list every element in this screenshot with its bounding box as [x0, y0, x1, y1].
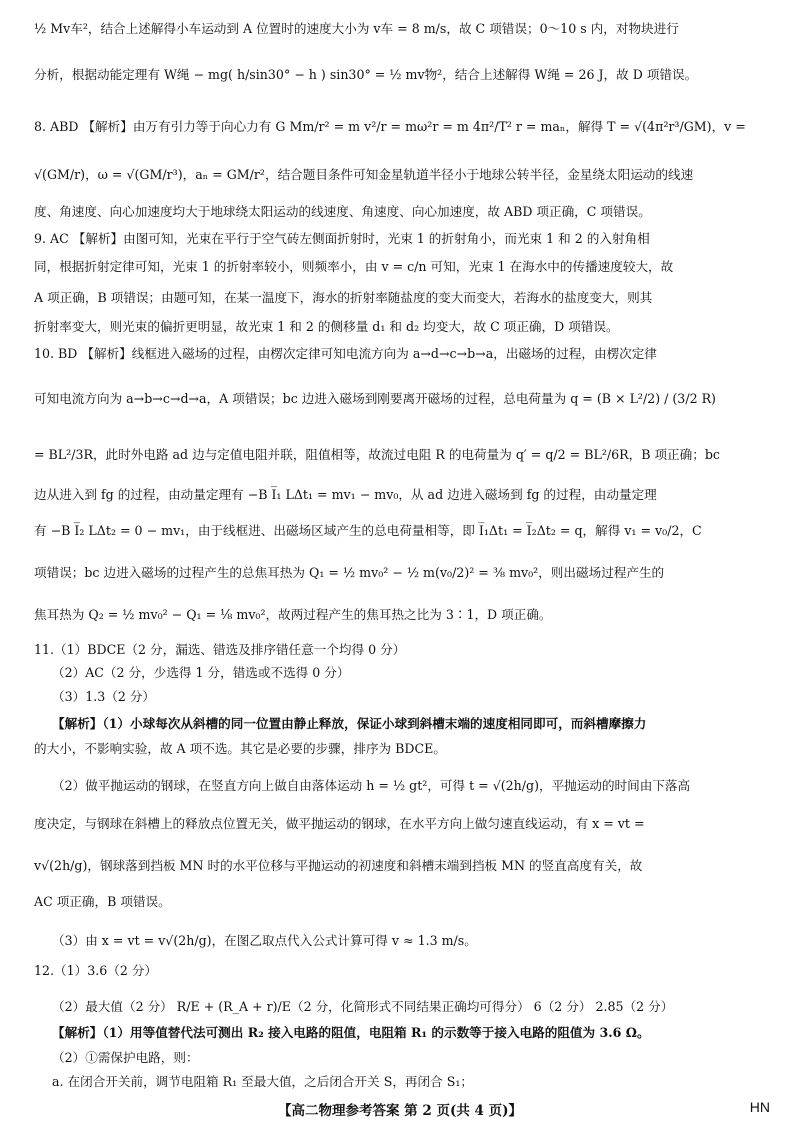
page-footer: 【高二物理参考答案 第 2 页(共 4 页)】	[277, 1103, 523, 1119]
text-line: ½ Mv车²，结合上述解得小车运动到 A 位置时的速度大小为 v车 = 8 m/s，故 C 项错误；0～10 s 内，对物块进行	[34, 21, 679, 36]
text-line: 8. ABD 【解析】由万有引力等于向心力有 G Mm/r² = m v²/r = mω²r = m 4π²/T² r = maₙ，解得 T = √(4π²r³/GM)，v =	[34, 119, 746, 134]
text-line: = BL²/3R，此时外电路 ad 边与定值电阻并联，阻值相等，故流过电阻 R 的电荷量为 q′ = q/2 = BL²/6R，B 项正确；bc	[34, 447, 720, 462]
text-line: 9. AC 【解析】由图可知，光束在平行于空气砖左侧面折射时，光束 1 的折射角小，而光束 1 和 2 的入射角相	[34, 231, 650, 246]
text-line: 折射率变大，则光束的偏折更明显，故光束 1 和 2 的侧移量 d₁ 和 d₂ 均变大，故 C 项正确，D 项错误。	[34, 319, 619, 334]
text-line: （2）①需保护电路，则：	[52, 1050, 199, 1065]
text-line: （3）1.3（2 分）	[52, 689, 156, 704]
corner-code: HN	[749, 1099, 770, 1115]
text-line: 度、角速度、向心加速度均大于地球绕太阳运动的线速度、角速度、向心加速度，故 ABD 项正确，C 项错误。	[34, 204, 651, 219]
text-line: 【解析】（1）小球每次从斜槽的同一位置由静止释放，保证小球到斜槽末端的速度相同即可，而斜槽摩擦力	[52, 716, 647, 731]
text-line: 同，根据折射定律可知，光束 1 的折射率较小，则频率小，由 v = c/n 可知，光束 1 在海水中的传播速度较大，故	[34, 259, 674, 274]
text-line: （2）做平抛运动的钢球，在竖直方向上做自由落体运动 h = ½ gt²，可得 t = √(2h/g)，平抛运动的时间由下落高	[52, 778, 691, 793]
text-line: 分析，根据动能定理有 W绳 − mg( h/sin30° − h ) sin30° = ½ mv物²，结合上述解得 W绳 = 26 J，故 D 项错误。	[34, 67, 698, 82]
text-line: a. 在闭合开关前，调节电阻箱 R₁ 至最大值，之后闭合开关 S，再闭合 S₁；	[52, 1074, 473, 1089]
text-line: 的大小，不影响实验，故 A 项不选。其它是必要的步骤，排序为 BDCE。	[34, 741, 446, 756]
text-line: v√(2h/g)，钢球落到挡板 MN 时的水平位移与平抛运动的初速度和斜槽末端到挡板 MN 的竖直高度有关，故	[34, 858, 643, 873]
text-line: 度决定，与钢球在斜槽上的释放点位置无关，做平抛运动的钢球，在水平方向上做匀速直线运动，有 x = vt =	[34, 816, 645, 831]
text-line: 【解析】（1）用等值替代法可测出 R₂ 接入电路的阻值，电阻箱 R₁ 的示数等于接入电路的阻值为 3.6 Ω。	[52, 1025, 650, 1040]
text-line: 边从进入到 fg 的过程，由动量定理有 −B I̅₁ LΔt₁ = mv₁ − mv₀，从 ad 边进入磁场到 fg 的过程，由动量定理	[34, 487, 657, 502]
text-line: A 项正确，B 项错误；由题可知，在某一温度下，海水的折射率随盐度的变大而变大，若海水的盐度变大，则其	[34, 290, 653, 305]
text-line: （3）由 x = vt = v√(2h/g)，在图乙取点代入公式计算可得 v ≈ 1.3 m/s。	[52, 933, 477, 948]
text-line: 项错误；bc 边进入磁场的过程产生的总焦耳热为 Q₁ = ½ mv₀² − ½ m(v₀/2)² = ⅜ mv₀²，则出磁场过程产生的	[34, 565, 665, 580]
text-line: （2）最大值（2 分） R/E + (R_A + r)/E（2 分，化简形式不同结果正确均可得分） 6（2 分） 2.85（2 分）	[52, 999, 674, 1014]
text-line: 有 −B I̅₂ LΔt₂ = 0 − mv₁，由于线框进、出磁场区域产生的总电荷量相等，即 I̅₁Δt₁ = I̅₂Δt₂ = q，解得 v₁ = v₀/2，C	[34, 523, 702, 538]
text-line: 11.（1）BDCE（2 分，漏选、错选及排序错任意一个均得 0 分）	[34, 642, 406, 657]
text-line: 可知电流方向为 a→b→c→d→a，A 项错误；bc 边进入磁场到刚要离开磁场的过程，总电荷量为 q = (B × L²/2) / (3/2 R)	[34, 391, 716, 406]
text-line: √(GM/r)，ω = √(GM/r³)，aₙ = GM/r²，结合题目条件可知金星轨道半径小于地球公转半径，金星绕太阳运动的线速	[34, 167, 694, 182]
text-line: 10. BD 【解析】线框进入磁场的过程，由楞次定律可知电流方向为 a→d→c→b→a，出磁场的过程，由楞次定律	[34, 346, 657, 361]
text-line: AC 项正确，B 项错误。	[34, 894, 171, 909]
text-line: （2）AC（2 分，少选得 1 分，错选或不选得 0 分）	[52, 665, 350, 680]
text-line: 焦耳热为 Q₂ = ½ mv₀² − Q₁ = ⅛ mv₀²，故两过程产生的焦耳热之比为 3∶1，D 项正确。	[34, 607, 552, 622]
text-line: 12.（1）3.6（2 分）	[34, 963, 158, 978]
